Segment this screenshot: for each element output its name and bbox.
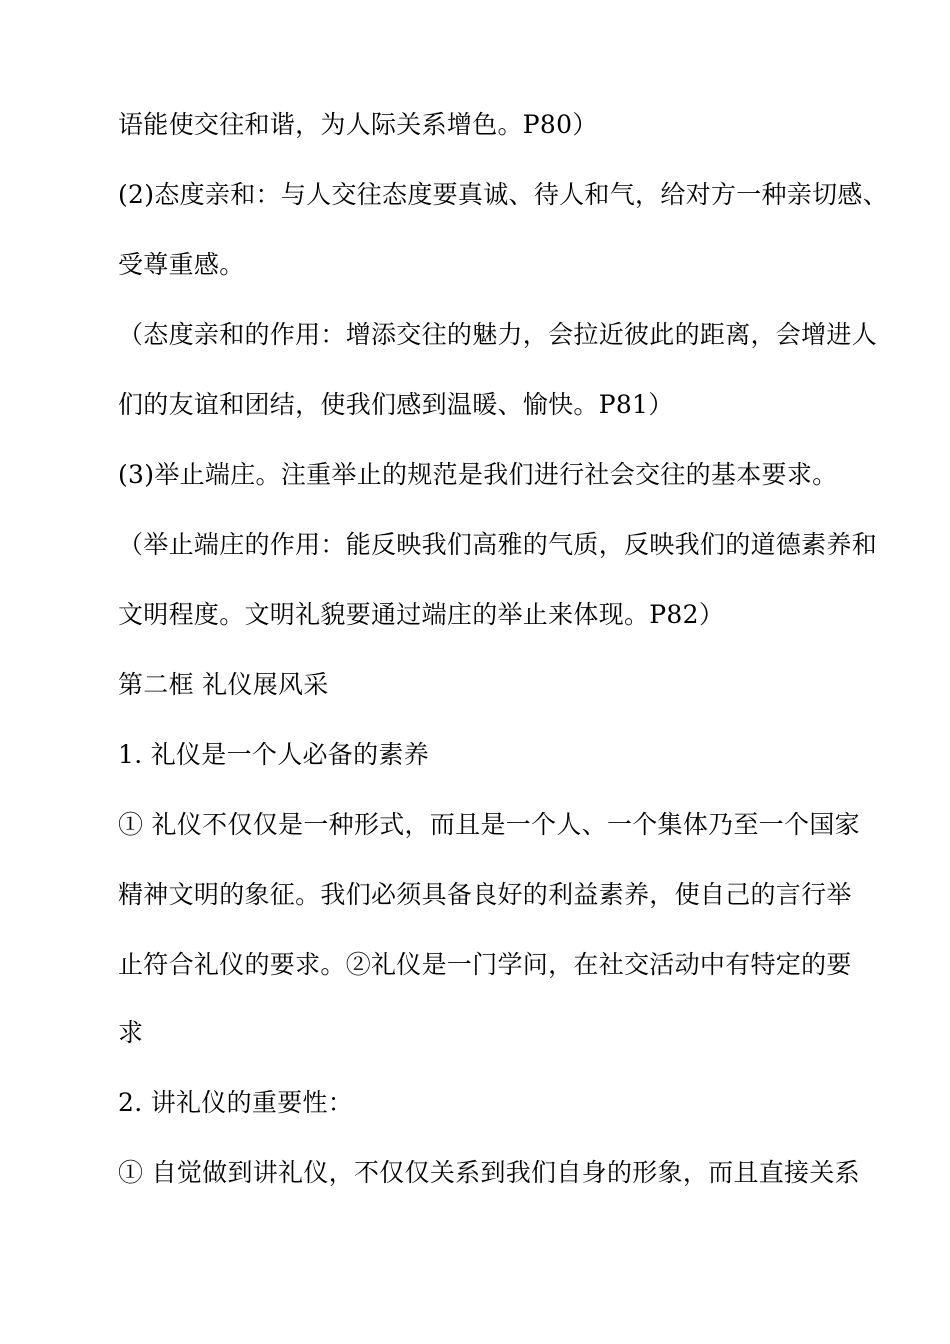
text-line-continuation-p80: 语能使交往和谐，为人际关系增色。P80） [118, 110, 598, 139]
text-line-attitude-effect-p81: 们的友谊和团结，使我们感到温暖、愉快。P81） [118, 390, 674, 419]
text-line-attitude-effect: （态度亲和的作用：增添交往的魅力，会拉近彼此的距离，会增进人 [118, 320, 878, 349]
text-line-etiquette-form: ① 礼仪不仅仅是一种形式，而且是一个人、一个集体乃至一个国家 [118, 810, 860, 839]
text-line-dignified-behavior: (3)举止端庄。注重举止的规范是我们进行社会交往的基本要求。 [118, 460, 838, 489]
text-line-self-image: ① 自觉做到讲礼仪，不仅仅关系到我们自身的形象，而且直接关系 [118, 1158, 860, 1187]
text-line-behavior-effect-p82: 文明程度。文明礼貌要通过端庄的举止来体现。P82） [118, 600, 725, 629]
text-line-etiquette-knowledge: 止符合礼仪的要求。②礼仪是一门学问，在社交活动中有特定的要 [118, 950, 852, 979]
text-line-requirement: 求 [118, 1018, 144, 1047]
list-item-etiquette-quality: 1. 礼仪是一个人必备的素养 [118, 740, 430, 769]
text-line-behavior-effect: （举止端庄的作用：能反映我们高雅的气质，反映我们的道德素养和 [118, 530, 878, 559]
list-item-etiquette-importance: 2. 讲礼仪的重要性： [118, 1088, 354, 1117]
section-heading-etiquette: 第二框 礼仪展风采 [118, 670, 329, 699]
text-line-attitude-friendly: (2)态度亲和：与人交往态度要真诚、待人和气，给对方一种亲切感、 [118, 180, 889, 209]
text-line-spiritual-civilization: 精神文明的象征。我们必须具备良好的利益素养，使自己的言行举 [118, 880, 852, 909]
text-line-respect-feeling: 受尊重感。 [118, 250, 245, 279]
